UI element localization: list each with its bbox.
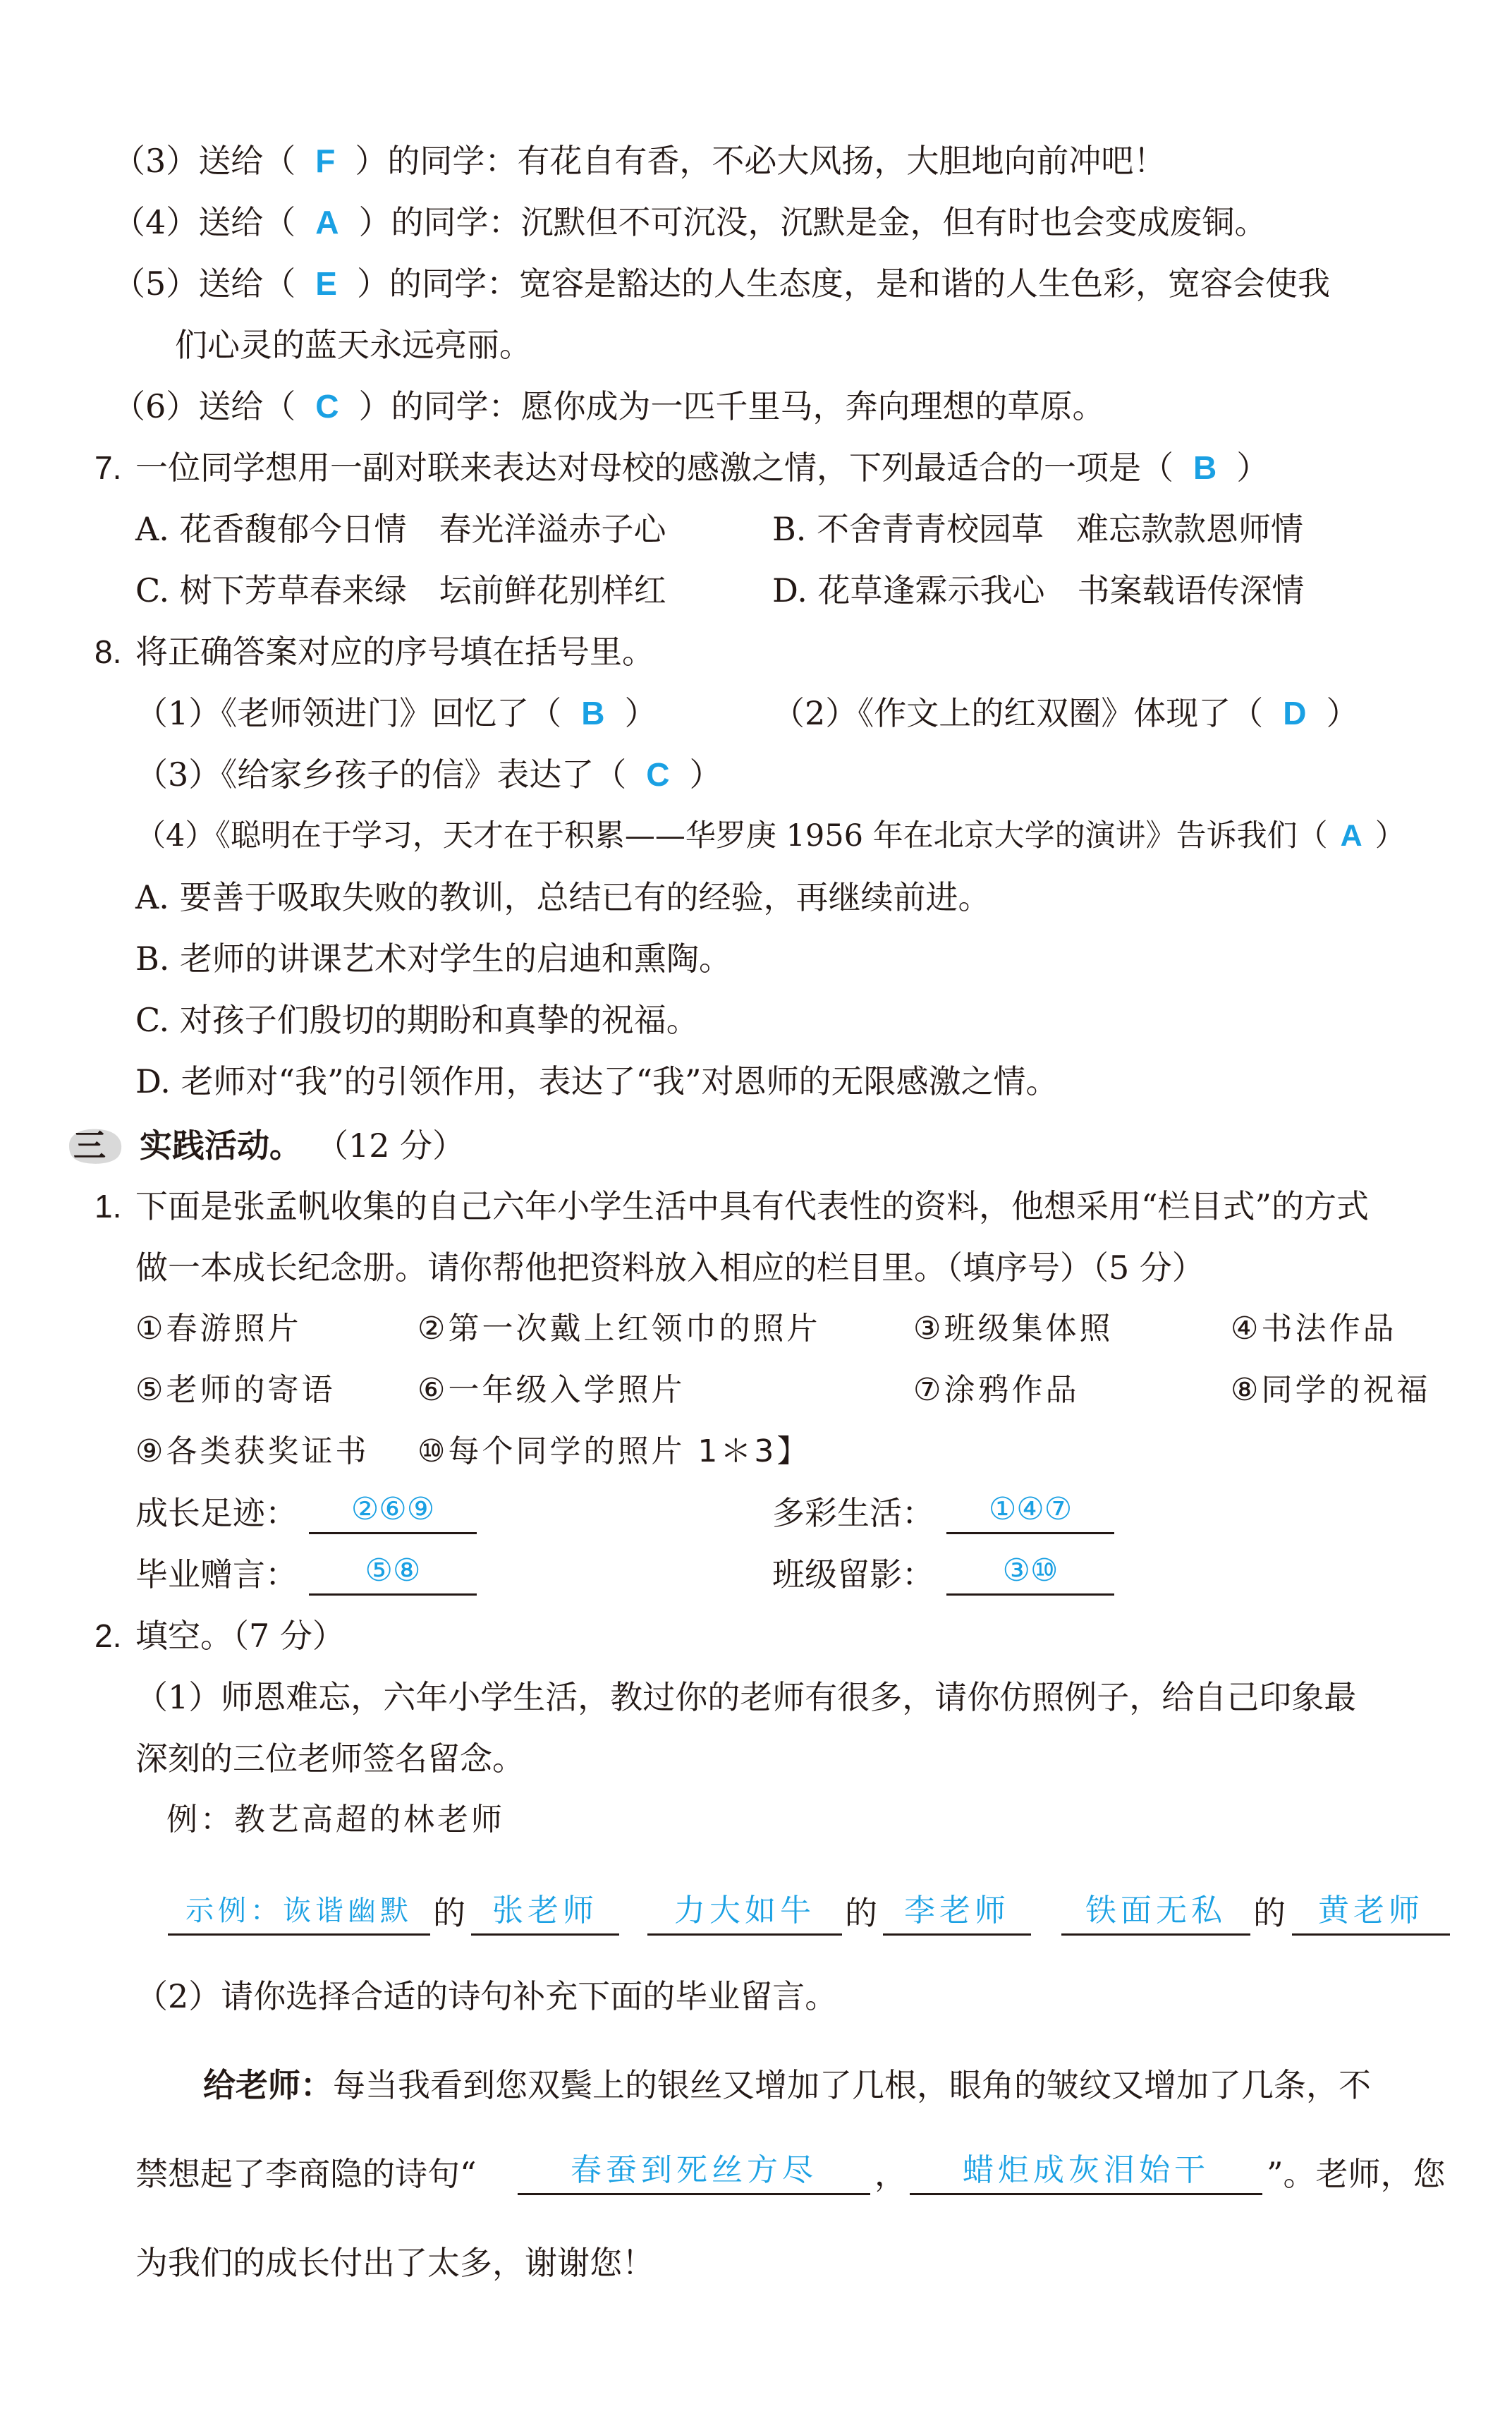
q7-stem: 一位同学想用一副对联来表达对母校的感激之情，下列最适合的一项是（ B ） [135, 449, 1269, 487]
answer-mark: C [315, 388, 339, 425]
teacher-name-2: 李老师 [883, 1891, 1031, 1936]
material-2: ②第一次戴上红领巾的照片 [417, 1311, 821, 1347]
q6-item-5-cont: 们心灵的蓝天永远亮丽。 [175, 326, 532, 364]
q7-option-c: C. 树下芳草春来绿 坛前鲜花别样红 [135, 571, 666, 609]
q8-option-b: B. 老师的讲课艺术对学生的启迪和熏陶。 [135, 940, 732, 978]
q8-sub-4: （4）《聪明在于学习，天才在于积累——华罗庚 1956 年在北京大学的演讲》告诉我们（ A ） [135, 818, 1406, 854]
p1-line-1: 下面是张孟帆收集的自己六年小学生活中具有代表性的资料，他想采用“栏目式”的方式 [135, 1187, 1370, 1225]
de-3: 的 [1253, 1894, 1286, 1932]
q8-option-a: A. 要善于吸取失败的教训，总结已有的经验，再继续前进。 [135, 878, 991, 916]
teacher-trait-2: 力大如牛 [647, 1891, 842, 1936]
message-line-2-start: 禁想起了李商隐的诗句“ [135, 2155, 477, 2193]
q7-option-b: B. 不舍青青校园草 难忘款款恩师情 [772, 510, 1304, 548]
q8-stem: 将正确答案对应的序号填在括号里。 [135, 633, 654, 671]
section-number: 三 [73, 1127, 106, 1165]
material-1: ①春游照片 [135, 1311, 302, 1347]
column-label-life: 多彩生活： [772, 1494, 934, 1532]
q7-option-a: A. 花香馥郁今日情 春光洋溢赤子心 [135, 510, 666, 548]
q6-item-3: （3）送给（ F ）的同学：有花自有香，不必大风扬，大胆地向前冲吧！ [113, 142, 1166, 180]
teacher-name-3: 黄老师 [1292, 1891, 1450, 1936]
column-label-growth: 成长足迹： [135, 1494, 298, 1532]
message-line-2-end: ”。老师，您 [1267, 2155, 1446, 2193]
column-answer-growth: ②⑥⑨ [309, 1490, 477, 1534]
p2-sub2: （2）请你选择合适的诗句补充下面的毕业留言。 [135, 1977, 838, 2015]
answer-mark: C [646, 756, 670, 793]
section-score: （12 分） [316, 1127, 465, 1165]
material-7: ⑦涂鸦作品 [913, 1372, 1080, 1408]
p2-sub1-line-2: 深刻的三位老师签名留念。 [135, 1739, 525, 1778]
q7-number: 7. [94, 449, 122, 486]
de-1: 的 [433, 1894, 465, 1932]
material-4: ④书法作品 [1231, 1311, 1397, 1347]
q6-item-4: （4）送给（ A ）的同学：沉默但不可沉没，沉默是金，但有时也会变成废铜。 [113, 203, 1267, 241]
teacher-trait-3: 铁面无私 [1061, 1891, 1250, 1936]
teacher-name-1: 张老师 [471, 1891, 619, 1936]
column-answer-farewell: ⑤⑧ [309, 1551, 477, 1596]
q8-option-d: D. 老师对“我”的引领作用，表达了“我”对恩师的无限感激之情。 [135, 1062, 1059, 1100]
q6-item-5: （5）送给（ E ）的同学：宽容是豁达的人生态度，是和谐的人生色彩，宽容会使我 [113, 265, 1330, 303]
column-label-class-photo: 班级留影： [772, 1555, 934, 1593]
p1-line-2: 做一本成长纪念册。请你帮他把资料放入相应的栏目里。（填序号）（5 分） [135, 1249, 1205, 1287]
answer-mark: B [1193, 449, 1217, 486]
q8-option-c: C. 对孩子们殷切的期盼和真挚的祝福。 [135, 1001, 699, 1039]
p2-number: 2. [94, 1617, 122, 1654]
material-10: ⑩每个同学的照片 1＊3】 [417, 1433, 811, 1469]
q8-sub-1: （1）《老师领进门》回忆了（ B ） [135, 694, 657, 732]
message-line-1: 给老师：每当我看到您双鬓上的银丝又增加了几根，眼角的皱纹又增加了几条，不 [203, 2066, 1371, 2104]
q6-item-6: （6）送给（ C ）的同学：愿你成为一匹千里马，奔向理想的草原。 [113, 387, 1105, 425]
p2-sub1-line-1: （1）师恩难忘，六年小学生活，教过你的老师有很多，请你仿照例子，给自己印象最 [135, 1678, 1357, 1716]
answer-mark: D [1283, 695, 1307, 731]
section-title: 实践活动。 [140, 1127, 302, 1165]
material-9: ⑨各类获奖证书 [135, 1433, 370, 1469]
q8-sub-2: （2）《作文上的红双圈》体现了（ D ） [772, 694, 1359, 732]
de-2: 的 [845, 1894, 877, 1932]
material-8: ⑧同学的祝福 [1231, 1372, 1431, 1408]
material-6: ⑥一年级入学照片 [417, 1372, 685, 1408]
material-5: ⑤老师的寄语 [135, 1372, 336, 1408]
poem-line-2: 蜡炬成灰泪始干 [910, 2151, 1262, 2195]
answer-mark: A [1340, 819, 1362, 853]
answer-mark: B [581, 695, 605, 731]
q7-option-d: D. 花草逢霖示我心 书案载语传深情 [772, 571, 1305, 609]
material-3: ③班级集体照 [913, 1311, 1114, 1347]
answer-mark: F [315, 142, 336, 179]
column-answer-life: ①④⑦ [946, 1490, 1114, 1534]
column-label-farewell: 毕业赠言： [135, 1555, 298, 1593]
poem-comma: ， [874, 2155, 907, 2193]
teacher-trait-1: 示例：诙谐幽默 [168, 1891, 430, 1936]
p2-title: 填空。（7 分） [135, 1617, 345, 1655]
message-line-3: 为我们的成长付出了太多，谢谢您！ [135, 2244, 654, 2282]
example-text: 例：教艺高超的林老师 [166, 1802, 505, 1838]
q8-number: 8. [94, 633, 122, 670]
message-label: 给老师： [203, 2066, 333, 2104]
column-answer-class-photo: ③⑩ [946, 1551, 1114, 1596]
answer-mark: A [315, 204, 339, 241]
answer-mark: E [315, 265, 337, 302]
q8-sub-3: （3）《给家乡孩子的信》表达了（ C ） [135, 755, 722, 794]
p1-number: 1. [94, 1188, 122, 1225]
poem-line-1: 春蚕到死丝方尽 [518, 2151, 870, 2195]
